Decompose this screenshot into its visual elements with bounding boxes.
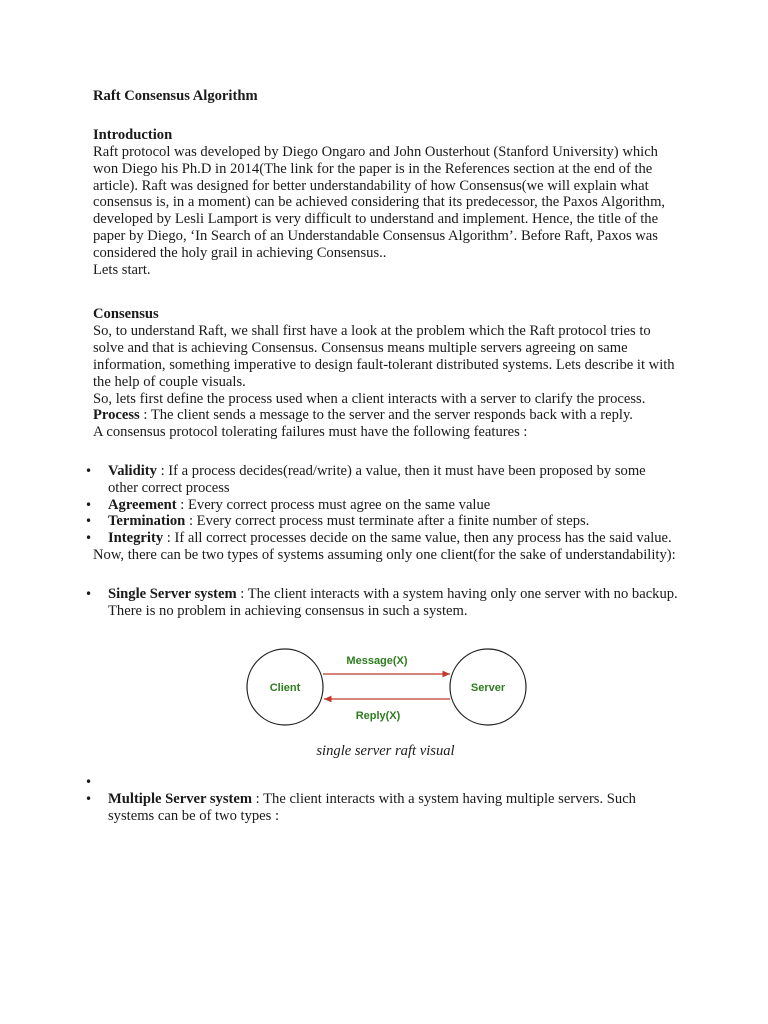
feature-validity (108, 463, 678, 497)
feature-text: : If a process decides(read/write) a value, then it must have been proposed by some other correct process (108, 462, 646, 496)
feature-agreement (108, 497, 678, 514)
single-server-text: : The client interacts with a system having only one server with no backup. There is no problem in achieving consensus in such a system. (108, 585, 678, 619)
introduction-heading: Introduction (93, 127, 173, 143)
consensus-paragraph: So, to understand Raft, we shall first have a look at the problem which the Raft protocol tries to solve and that is achieving Consensus. Consensus means multiple servers agreeing on same information, something imperative to design fault-tolerant distributed systems. Lets describe it with the help of couple visuals. (93, 323, 675, 390)
feature-integrity (108, 530, 678, 547)
client-label: Client (269, 682, 301, 695)
reply-label: Reply(X) (355, 710, 401, 723)
server-label: Server (470, 682, 506, 695)
document-page (93, 87, 678, 825)
document-title: Raft Consensus Algorithm (93, 88, 258, 104)
feature-termination (108, 513, 678, 530)
feature-term: Validity (108, 462, 157, 479)
message-label: Message(X) (346, 655, 408, 668)
diagram-svg (93, 643, 678, 731)
feature-text: : Every correct process must terminate after a finite number of steps. (185, 513, 590, 530)
empty-bullet (108, 774, 678, 791)
single-server-diagram (93, 643, 678, 731)
single-server-item (108, 586, 678, 620)
multiple-server-text: : The client interacts with a system having multiple servers. Such systems can be of two types : (108, 790, 636, 824)
systems-list-continued (93, 774, 678, 824)
introduction-paragraph: Raft protocol was developed by Diego Ongaro and John Ousterhout (Stanford University) which won Diego his Ph.D in 2014(The link for the paper is in the References section at the end of the article). Raft was designed for better understandability of how Consensus(we will explain what consensus is, in a moment) can be achieved considering that its predecessor, the Paxos Algorithm, developed by Lesli Lamport is very difficult to understand and implement. Hence, the title of the paper by Diego, ‘In Search of an Understandable Consensus Algorithm’. Before Raft, Paxos was considered the holy grail in achieving Consensus.. (93, 144, 666, 261)
multiple-server-term: Multiple Server system (108, 790, 253, 807)
multiple-server-item (108, 791, 678, 825)
features-list (93, 463, 678, 547)
lets-start-text: Lets start. (93, 261, 151, 278)
feature-text: : If all correct processes decide on the same value, then any process has the said value. (163, 530, 672, 547)
process-term: Process (93, 407, 140, 424)
figure-caption: single server raft visual (316, 743, 455, 760)
feature-text: : Every correct process must agree on the same value (176, 496, 491, 513)
systems-intro: Now, there can be two types of systems assuming only one client(for the sake of understandability): (93, 546, 676, 563)
feature-term: Agreement (108, 496, 177, 513)
process-definition-text: : The client sends a message to the server and the server responds back with a reply. (139, 407, 633, 424)
feature-term: Integrity (108, 530, 164, 547)
features-intro: A consensus protocol tolerating failures must have the following features : (93, 424, 528, 441)
process-definition (93, 407, 678, 424)
single-server-term: Single Server system (108, 585, 237, 602)
process-intro-paragraph: So, lets first define the process used when a client interacts with a server to clarify the process. (93, 390, 646, 407)
systems-list (93, 586, 678, 620)
feature-term: Termination (108, 513, 186, 530)
consensus-heading: Consensus (93, 306, 159, 323)
